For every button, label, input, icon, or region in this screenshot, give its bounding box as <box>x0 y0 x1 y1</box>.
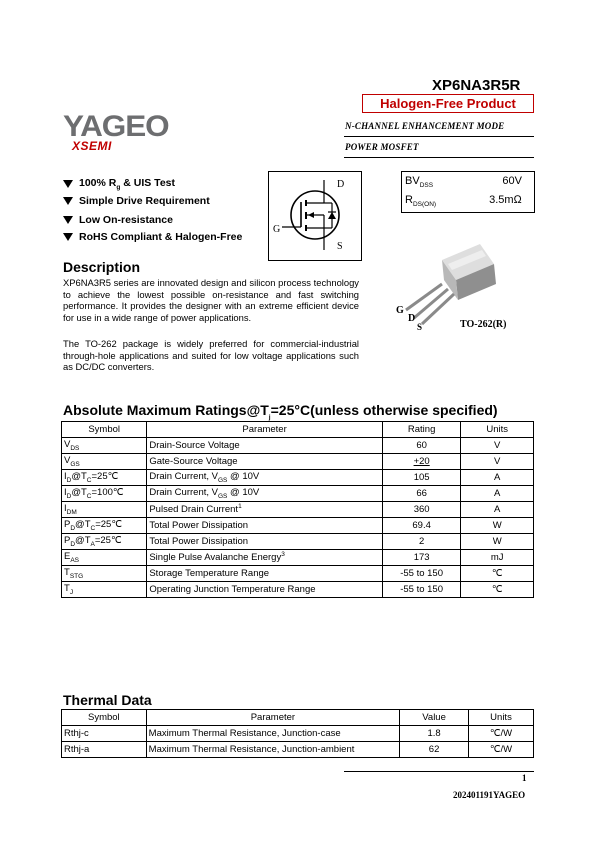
symbol-cell: $I_D@T_C=25℃$ <box>62 470 147 486</box>
rating-cell: 69.4 <box>382 518 461 534</box>
parameter-cell: Drain Current, $V_{GS}$ @ 10V <box>147 470 383 486</box>
description-paragraph: The TO-262 package is widely preferred for commercial-industrial through-hole applications and suited for low voltage applications such as DC/DC converters. <box>63 338 359 373</box>
feature-text: Simple Drive Requirement <box>79 195 210 207</box>
symbol-cell: $E_{AS}$ <box>62 550 147 566</box>
feature-text: Low On-resistance <box>79 214 173 226</box>
bullet-triangle-icon <box>63 180 73 188</box>
spec-value: 60V <box>502 175 522 187</box>
source-label: S <box>337 241 343 252</box>
feature-item <box>63 177 175 191</box>
parameter-cell: Operating Junction Temperature Range <box>147 582 383 598</box>
symbol-cell: $I_{DM}$ <box>62 502 147 518</box>
gate-label: G <box>273 224 281 235</box>
xsemi-logo: XSEMI <box>72 139 112 153</box>
feature-item <box>63 231 242 243</box>
symbol-cell: $T_J$ <box>62 582 147 598</box>
rating-cell: +20 <box>382 454 461 470</box>
package-source-label: S <box>417 322 423 332</box>
symbol-cell: $I_D@T_C=100℃$ <box>62 486 147 502</box>
to262-package-drawing <box>390 238 535 333</box>
unit-cell: mJ <box>461 550 534 566</box>
abs-max-table <box>61 421 534 598</box>
unit-cell: A <box>461 502 534 518</box>
description-paragraph: XP6NA3R5 series are innovated design and silicon process technology to achieve the lowest possible on-resistance and fast switching performance. It provides the designer with an extreme efficient device for use in a wide range of power applications. <box>63 277 359 323</box>
parameter-cell: Storage Temperature Range <box>147 566 383 582</box>
unit-cell: A <box>461 486 534 502</box>
header-divider-1 <box>344 136 534 137</box>
symbol-cell: Rthj-c <box>62 726 147 742</box>
parameter-cell: Total Power Dissipation <box>147 518 383 534</box>
parameter-cell: Total Power Dissipation <box>147 534 383 550</box>
rating-cell: 2 <box>382 534 461 550</box>
unit-cell: ℃/W <box>469 726 534 742</box>
parameter-cell: Maximum Thermal Resistance, Junction-case <box>146 726 399 742</box>
spec-name: $R_{DS(ON)}$ <box>405 194 437 209</box>
parameter-cell: Maximum Thermal Resistance, Junction-ambient <box>146 742 399 758</box>
package-name: TO-262(R) <box>460 319 507 330</box>
thermal-table <box>61 709 534 758</box>
parameter-cell: Drain-Source Voltage <box>147 438 383 454</box>
column-header: Parameter <box>147 422 383 438</box>
symbol-cell: $V_{DS}$ <box>62 438 147 454</box>
table-row <box>62 582 534 598</box>
value-cell: 1.8 <box>400 726 469 742</box>
spec-row <box>405 194 522 208</box>
footer-divider <box>344 771 534 772</box>
feature-item <box>63 214 173 226</box>
symbol-cell: $T_{STG}$ <box>62 566 147 582</box>
bullet-triangle-icon <box>63 197 73 205</box>
parameter-cell: Gate-Source Voltage <box>147 454 383 470</box>
unit-cell: W <box>461 534 534 550</box>
bullet-triangle-icon <box>63 216 73 224</box>
unit-cell: ℃ <box>461 566 534 582</box>
halogen-free-badge: Halogen-Free Product <box>362 94 534 113</box>
table-row <box>62 438 534 454</box>
spec-value: 3.5mΩ <box>489 194 522 206</box>
device-type-line2: POWER MOSFET <box>345 142 419 152</box>
rating-cell: 360 <box>382 502 461 518</box>
header-divider-2 <box>344 157 534 158</box>
package-gate-label: G <box>396 305 404 316</box>
thermal-title: Thermal Data <box>63 692 152 708</box>
package-icon <box>390 238 535 333</box>
symbol-cell: $P_D@T_C=25℃$ <box>62 518 147 534</box>
spec-row <box>405 175 522 189</box>
unit-cell: V <box>461 454 534 470</box>
abs-max-title: Absolute Maximum $Ratings@T_j=25^\circ C(unless$ otherwise specified) <box>63 402 498 421</box>
table-row <box>62 566 534 582</box>
unit-cell: ℃/W <box>469 742 534 758</box>
symbol-cell: Rthj-a <box>62 742 147 758</box>
mosfet-symbol-box <box>268 171 362 261</box>
table-row <box>62 454 534 470</box>
unit-cell: V <box>461 438 534 454</box>
rating-cell: 60 <box>382 438 461 454</box>
unit-cell: A <box>461 470 534 486</box>
column-header: Rating <box>382 422 461 438</box>
column-header: Units <box>461 422 534 438</box>
symbol-cell: $V_{GS}$ <box>62 454 147 470</box>
parameter-cell: Single Pulse Avalanche Energy$^3$ <box>147 550 383 566</box>
rating-cell: 105 <box>382 470 461 486</box>
bullet-triangle-icon <box>63 233 73 241</box>
value-cell: 62 <box>400 742 469 758</box>
column-header: Value <box>400 710 469 726</box>
table-row <box>62 550 534 566</box>
spec-name: $BV_{DSS}$ <box>405 175 434 190</box>
table-header-row <box>62 422 534 438</box>
feature-item <box>63 195 210 207</box>
device-type-line1: N-CHANNEL ENHANCEMENT MODE <box>345 121 505 131</box>
yageo-logo: YAGEO <box>63 110 169 143</box>
table-row <box>62 518 534 534</box>
n-channel-mosfet-icon <box>269 172 361 260</box>
symbol-cell: $P_D@T_A=25℃$ <box>62 534 147 550</box>
page-number: 1 <box>522 773 527 783</box>
table-row <box>62 534 534 550</box>
table-row <box>62 470 534 486</box>
parameter-cell: Drain Current, $V_{GS}$ @ 10V <box>147 486 383 502</box>
description-title: Description <box>63 259 141 275</box>
rating-cell: 173 <box>382 550 461 566</box>
parameter-cell: Pulsed Drain Current$^1$ <box>147 502 383 518</box>
unit-cell: W <box>461 518 534 534</box>
part-number: XP6NA3R5R <box>432 77 521 94</box>
feature-text: RoHS Compliant & Halogen-Free <box>79 231 243 243</box>
package-drain-label: D <box>408 313 416 324</box>
column-header: Symbol <box>62 710 147 726</box>
table-row <box>62 502 534 518</box>
table-header-row <box>62 710 534 726</box>
unit-cell: ℃ <box>461 582 534 598</box>
column-header: Parameter <box>146 710 399 726</box>
rating-cell: -55 to 150 <box>382 566 461 582</box>
column-header: Symbol <box>62 422 147 438</box>
column-header: Units <box>469 710 534 726</box>
feature-text: 100% $R_g$ & UIS Test <box>79 177 175 192</box>
table-row <box>62 726 534 742</box>
drain-label: D <box>337 179 345 190</box>
table-row <box>62 742 534 758</box>
rating-cell: -55 to 150 <box>382 582 461 598</box>
document-id: 202401191YAGEO <box>453 790 526 800</box>
table-row <box>62 486 534 502</box>
key-specs-box <box>401 171 535 213</box>
rating-cell: 66 <box>382 486 461 502</box>
